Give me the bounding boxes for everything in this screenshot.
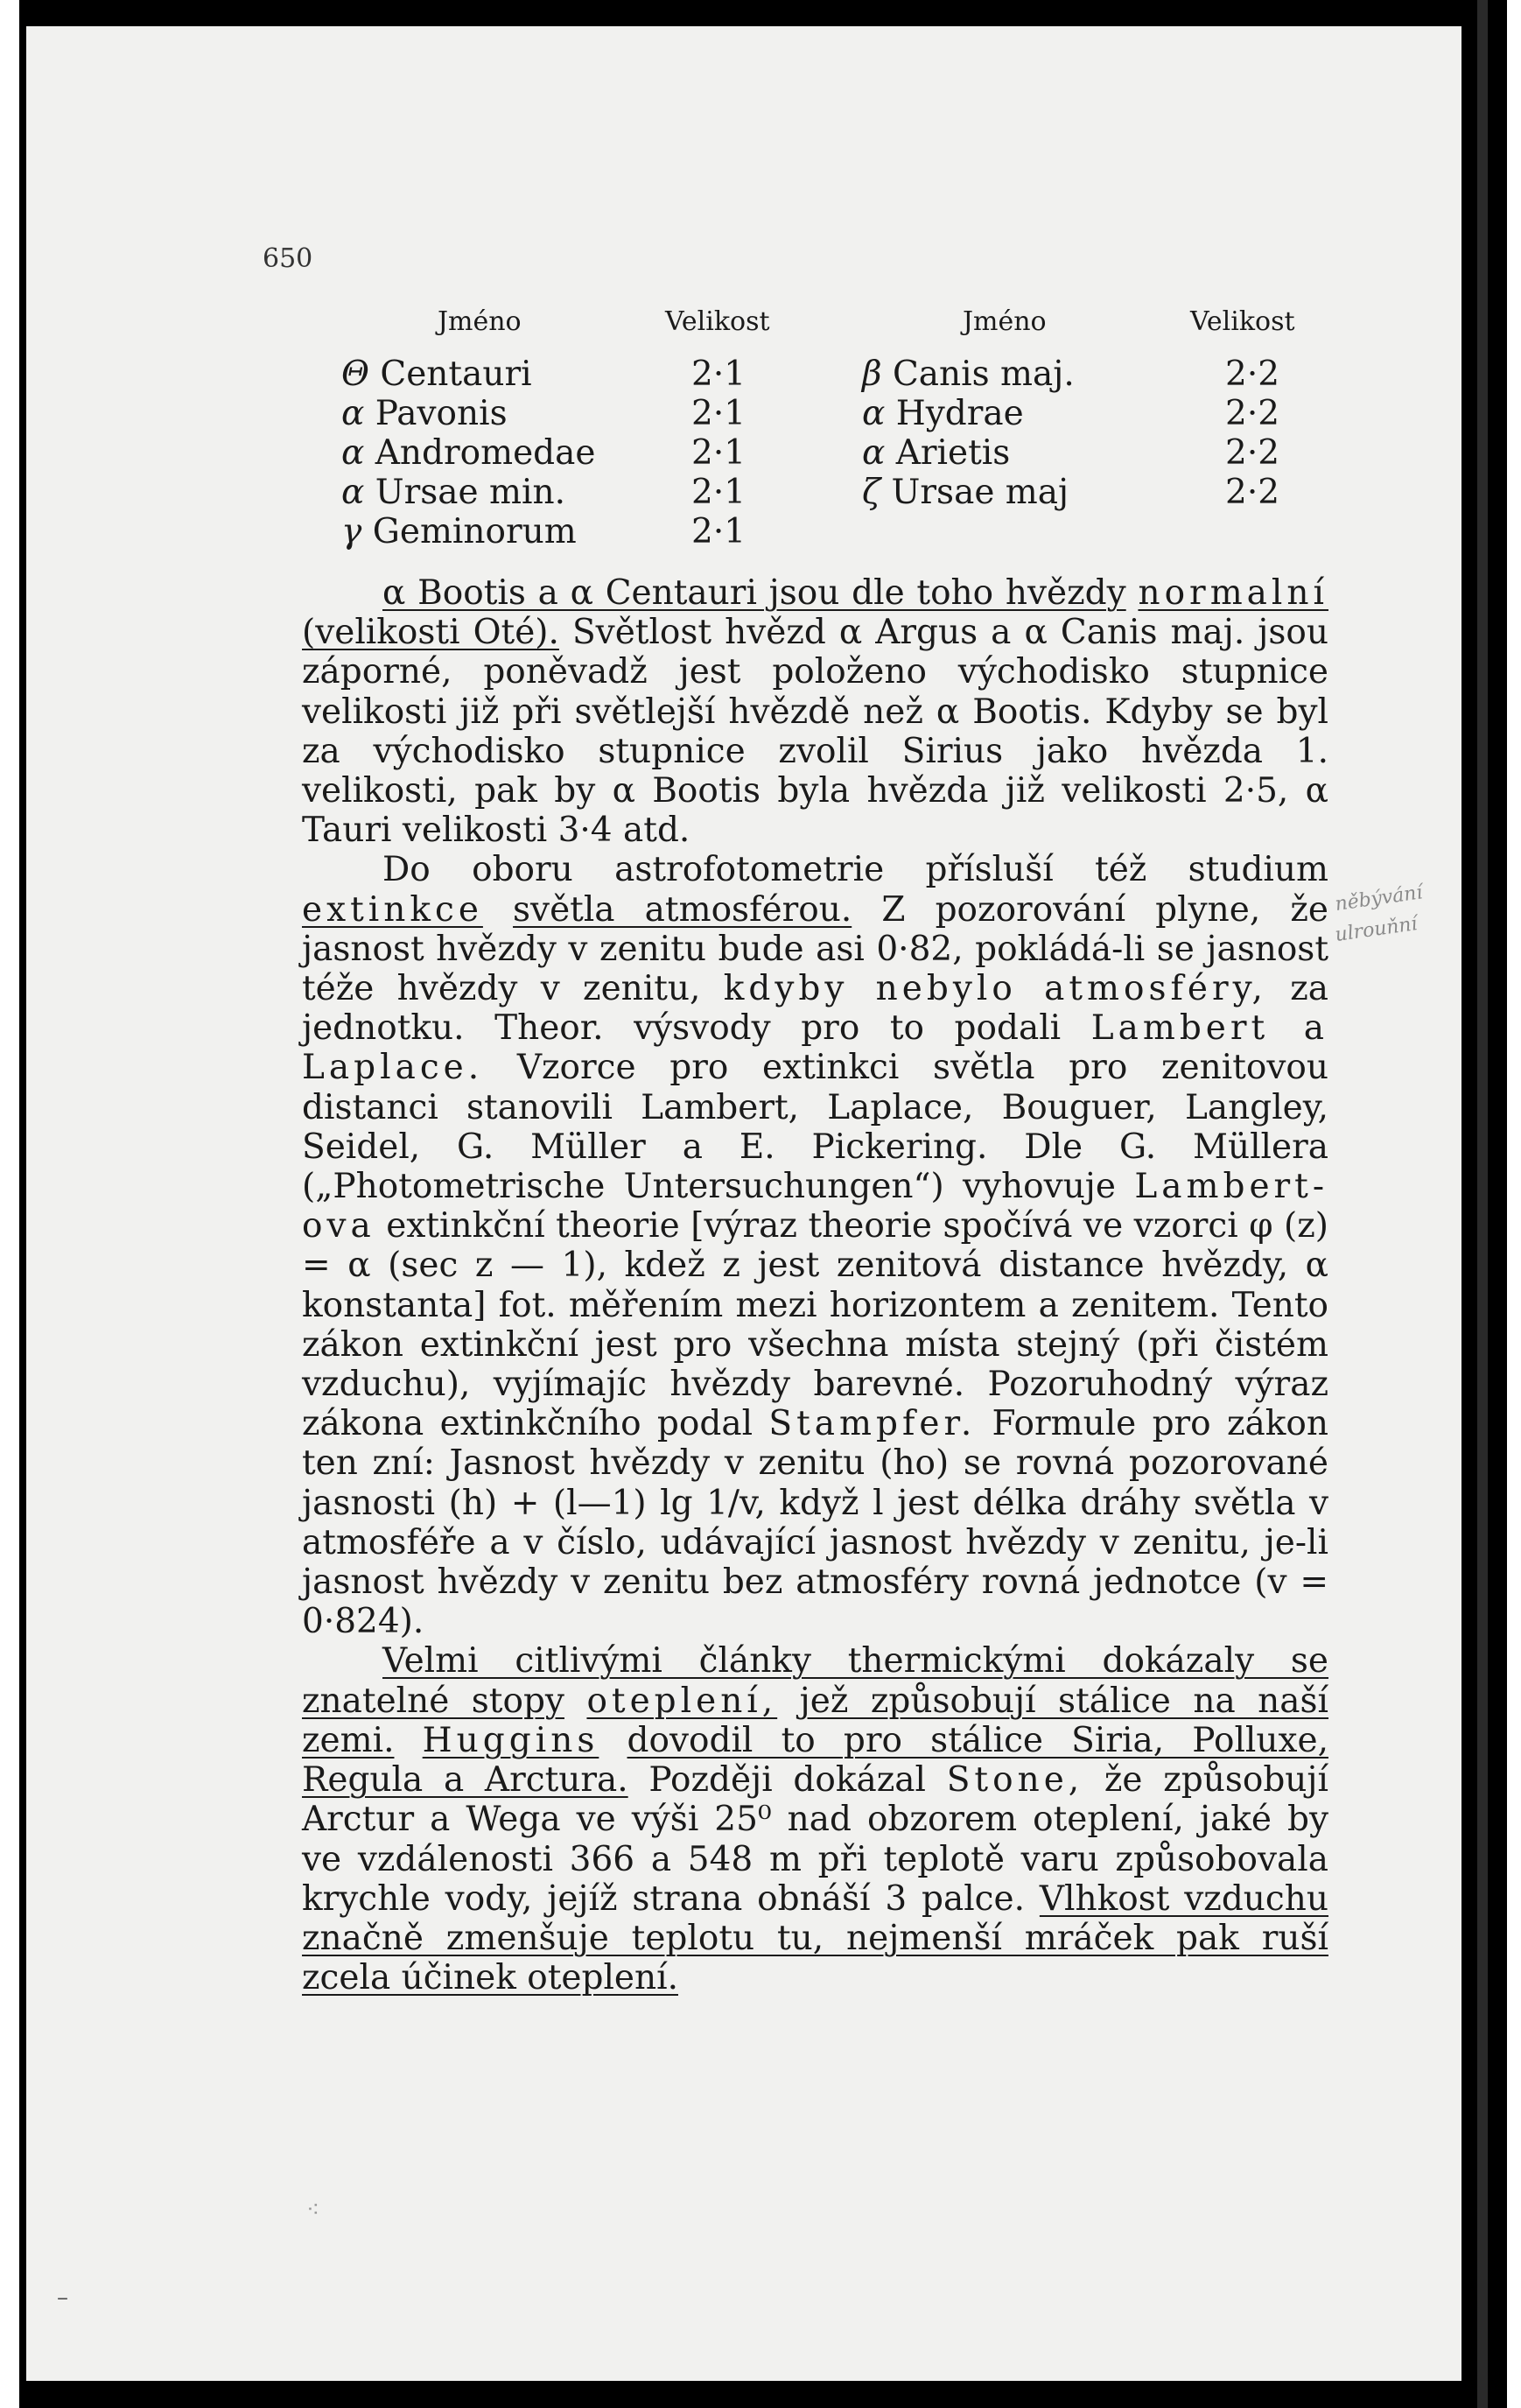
star-magnitude: 2·1	[691, 473, 746, 512]
text-run: Z pozorování plyne, že jasnost hvězdy v zenitu bude asi 0·82, pokládá-li se jasnost téže hvězdy v zenitu,	[302, 889, 1328, 1009]
text-run: Formule pro zákon ten zní: Jasnost hvězdy v zenitu (ho) se rovná pozorované jasnosti (h) + (l—1) lg 1/v, když l jest délka dráhy světla v atmosféře a v číslo, udávající jasnost hvězdy v zenitu, je-li jasnost hvězdy v zenitu bez atmosféry rovná jednotce (v = 0·824).	[302, 1404, 1328, 1642]
star-name: Geminorum	[372, 512, 577, 551]
text-run: dovodil to pro stálice Siria, Polluxe, Regula a Arctura.	[302, 1720, 1328, 1801]
emphasis-text: Stampfer.	[768, 1404, 977, 1444]
star-greek-letter: α	[862, 394, 886, 433]
text-run: α Bootis a α Centauri jsou dle toho hvězdy	[382, 573, 1126, 613]
star-magnitude: 2·2	[1225, 473, 1280, 512]
text-run: Vlhkost vzduchu značně zmenšuje teplotu tu, nejmenší mráček pak ruší zcela účinek oteplení.	[302, 1878, 1329, 1998]
text-run: Vzorce pro extinkci světla pro zenitovou distanci stanovili Lambert, Laplace, Bouguer, Langley, Seidel, G. Müller a E. Pickering. Dle G. Müllera („Photometrische Untersuchungen“) vyhovuje	[302, 1048, 1328, 1207]
text-run: světla atmosférou.	[513, 889, 852, 930]
star-name: Andromedae	[375, 433, 596, 473]
star-name: Ursae min.	[375, 473, 565, 512]
star-magnitude: 2·2	[1225, 394, 1280, 433]
page-smudge: –	[57, 2285, 68, 2311]
star-greek-letter: ζ	[862, 473, 881, 512]
text-run: za jednotku. Theor. výsvody pro to podali	[302, 969, 1328, 1049]
star-name: Hydrae	[895, 394, 1024, 433]
star-magnitude: 2·1	[691, 433, 746, 473]
star-name: Pavonis	[375, 394, 508, 433]
paragraph	[302, 1641, 1328, 1997]
star-magnitude: 2·1	[691, 355, 746, 394]
text-run: Světlost hvězd α Argus a α Canis maj. jsou záporné, poněvadž jest položeno východisko stupnice velikosti již při světlejší hvězdě než α Bootis. Kdyby se byl za východisko stupnice zvolil Sirius jako hvězda 1. velikosti, pak by α Bootis byla hvězda již velikosti 2·5, α Tauri velikosti 3·4 atd.	[302, 613, 1328, 851]
text-run: Do oboru astrofotometrie přísluší též studium	[382, 850, 1328, 890]
star-greek-letter: β	[862, 355, 882, 394]
star-magnitude: 2·1	[691, 394, 746, 433]
paragraph	[302, 850, 1328, 1641]
binding-edge	[1477, 0, 1488, 2408]
text-run: že způsobují Arctur a Wega ve výši 25⁰ nad obzorem oteplení, jaké by ve vzdálenosti 366 a 548 m při teplotě varu způsobovala krychle vody, jejíž strana obnáší 3 palce.	[302, 1760, 1328, 1919]
emphasis-text: Huggins	[422, 1720, 599, 1760]
star-greek-letter: α	[341, 394, 365, 433]
emphasis-text: kdyby nebylo atmosféry,	[723, 969, 1267, 1009]
star-name: Arietis	[895, 433, 1011, 473]
table-row	[341, 433, 595, 473]
text-run: Velmi citlivými články thermickými dokázaly se znatelné stopy	[302, 1641, 1328, 1721]
table-row	[862, 355, 1075, 394]
star-name: Canis maj.	[892, 355, 1075, 394]
emphasis-text: normalní	[1138, 573, 1328, 613]
emphasis-text: Stone,	[946, 1760, 1084, 1801]
text-run: Později dokázal	[627, 1760, 926, 1801]
header-size-right: Velikost	[1190, 306, 1295, 337]
star-name: Ursae maj	[891, 473, 1069, 512]
emphasis-text: oteplení,	[586, 1681, 778, 1721]
star-name: Centauri	[380, 355, 532, 394]
star-greek-letter: γ	[341, 512, 362, 551]
header-size-left: Velikost	[665, 306, 770, 337]
emphasis-text: Lambert-ova	[302, 1167, 1329, 1246]
emphasis-text: extinkce	[302, 889, 483, 930]
table-row	[862, 433, 1010, 473]
star-greek-letter: α	[341, 433, 365, 473]
table-row	[862, 394, 1024, 433]
table-row	[341, 473, 565, 512]
star-magnitude: 2·2	[1225, 433, 1280, 473]
star-greek-letter: Θ	[341, 355, 369, 394]
margin-annotation: něbývání	[1334, 881, 1424, 916]
page-smudge: ⁖	[306, 2197, 320, 2223]
emphasis-text: Lambert a Laplace.	[302, 1008, 1328, 1088]
star-magnitude: 2·1	[691, 512, 746, 551]
body-text	[302, 573, 1328, 1997]
star-greek-letter: α	[341, 473, 365, 512]
margin-annotation: ulrouňní	[1334, 913, 1419, 947]
table-row	[341, 394, 508, 433]
text-run: jež způsobují stálice na naší zemi.	[302, 1681, 1329, 1760]
text-run: (velikosti Oté).	[302, 613, 559, 653]
table-row	[341, 355, 532, 394]
star-greek-letter: α	[862, 433, 886, 473]
paragraph	[302, 573, 1328, 850]
star-magnitude: 2·2	[1225, 355, 1280, 394]
text-run: extinkční theorie [výraz theorie spočívá ve vzorci φ (z) = α (sec z — 1), kdež z jest zenitová distance hvězdy, α konstanta] fot. měřením mezi horizontem a zenitem. Tento zákon extinkční jest pro všechna místa stejný (při čistém vzduchu), vyjímajíc hvězdy barevné. Pozoruhodný výraz zákona extinkčního podal	[302, 1206, 1328, 1444]
page-number: 650	[263, 243, 313, 274]
table-row	[341, 512, 577, 551]
table-row	[862, 473, 1069, 512]
header-name-right: Jméno	[963, 306, 1047, 337]
header-name-left: Jméno	[438, 306, 522, 337]
